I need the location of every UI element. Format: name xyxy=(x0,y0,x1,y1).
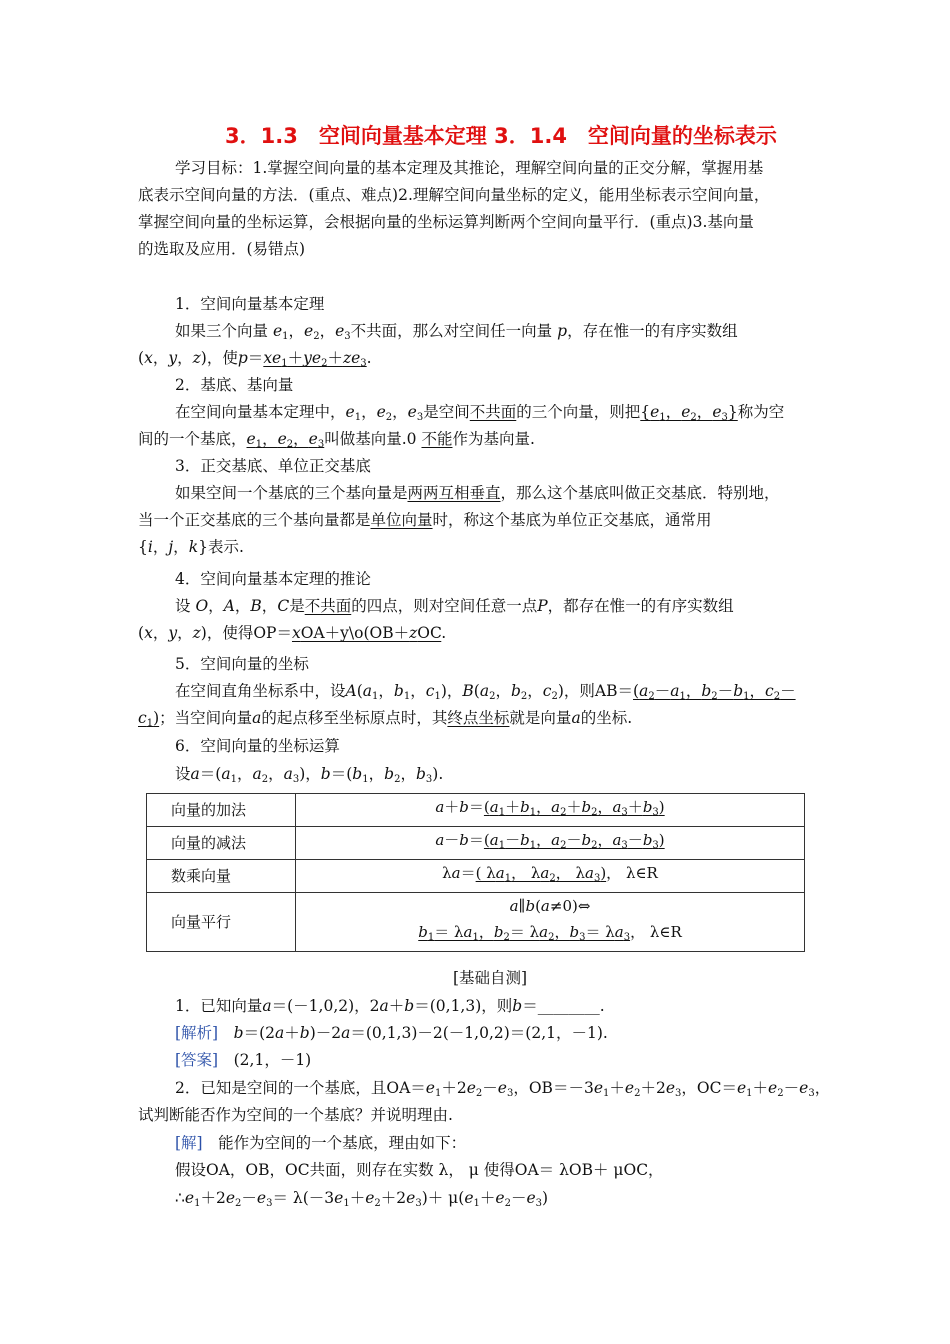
section-4-text-1: 设 O，A，B，C是不共面的四点，则对空间任意一点P，都存在惟一的有序实数组 xyxy=(175,597,734,615)
section-2-text-1: 在空间向量基本定理中，$e_1$，$e_2$，$e_3$是空间不共面的三个向量，则把{$e_1$，$e_2$，$e_3$}称为空 xyxy=(175,403,785,423)
coordinate-operations-table xyxy=(146,793,805,952)
table-row xyxy=(147,860,805,893)
table-row xyxy=(147,893,805,952)
section-3-heading: 3．正交基底、单位正交基底 xyxy=(175,457,371,475)
question-2-solution: [解] 能作为空间的一个基底，理由如下： xyxy=(175,1134,467,1152)
section-1-heading: 1．空间向量基本定理 xyxy=(175,295,325,313)
question-2-line-2: 试判断能否作为空间的一个基底？并说明理由. xyxy=(138,1106,453,1124)
section-3-text-2: 当一个正交基底的三个基向量都是单位向量时，称这个基底为单位正交基底，通常用 xyxy=(138,511,712,529)
section-5-heading: 5．空间向量的坐标 xyxy=(175,655,309,673)
section-2-heading: 2．基底、基向量 xyxy=(175,376,294,394)
question-1: 1．已知向量a＝(－1,0,2)，2a＋b＝(0,1,3)，则b＝________. xyxy=(175,997,605,1015)
question-1-analysis: [解析] b＝(2a＋b)－2a＝(0,1,3)－2(－1,0,2)＝(2,1，－1). xyxy=(175,1024,608,1042)
section-1-text-1: 如果三个向量 $e_1$，$e_2$，$e_3$不共面，那么对空间任一向量 p，存在惟一的有序实数组 xyxy=(175,322,738,342)
question-1-answer: [答案] (2,1，－1) xyxy=(175,1051,312,1069)
question-2-equation: $\therefore e_1+2e_2-e_3= \lambda(-3e_1+e_2+2e_3)+ \mu(e_1+e_2-e_3)$ xyxy=(175,1189,549,1209)
table-cell-formula: λa＝( $\lambda a_1$， $\lambda a_2$， $\lambda a_3$)， λ∈R xyxy=(296,860,805,893)
table-cell-label: 向量的减法 xyxy=(147,827,296,860)
objectives-line-4: 的选取及应用．(易错点) xyxy=(138,240,306,258)
section-3-text-1: 如果空间一个基底的三个基向量是两两互相垂直，那么这个基底叫做正交基底．特别地， xyxy=(175,484,780,502)
section-4-text-2: (x，y，z)，使得OP＝xOA＋y\o(OB＋zOC. xyxy=(138,624,447,642)
objectives-line-2: 底表示空间向量的方法．(重点、难点)2.理解空间向量坐标的定义，能用坐标表示空间向量， xyxy=(138,186,770,204)
question-2-assumption: 假设OA，OB，OC共面，则存在实数 λ， μ 使得OA＝ λOB＋ μOC， xyxy=(175,1161,664,1179)
self-test-heading: [基础自测] xyxy=(453,969,528,987)
table-cell-formula: $a-b=(a_1-b_1$，$a_2-b_2$，$a_3-b_3$) xyxy=(296,827,805,860)
table-cell-formula: a∥b(a≠0)⇔ $b_1= \lambda a_1$，$b_2= \lambda a_2$，$b_3= \lambda a_3$， λ∈R xyxy=(296,893,805,952)
section-2-text-2: 间的一个基底，$e_1$，$e_2$，$e_3$叫做基向量.0 不能作为基向量. xyxy=(138,430,535,450)
table-cell-label: 向量的加法 xyxy=(147,794,296,827)
objectives-line-1: 学习目标：1.掌握空间向量的基本定理及其推论，理解空间向量的正交分解，掌握用基 xyxy=(175,159,764,177)
question-2-line-1: 2．已知是空间的一个基底，且$OA=e_1+2e_2-e_3$，$OB=-3e_1+e_2+2e_3$，$OC=e_1+e_2-e_3$， xyxy=(175,1079,831,1099)
section-3-text-3: {i，j，k}表示. xyxy=(138,538,244,556)
table-cell-label: 向量平行 xyxy=(147,893,296,952)
objectives-line-3: 掌握空间向量的坐标运算，会根据向量的坐标运算判断两个空间向量平行．(重点)3.基向量 xyxy=(138,213,754,231)
table-row xyxy=(147,827,805,860)
page-title: 3．1.3 空间向量基本定理 3．1.4 空间向量的坐标表示 xyxy=(225,124,777,148)
section-5-text-1: 在空间直角坐标系中，设$A(a_1$，$b_1$，$c_1$)，$B(a_2$，$b_2$，$c_2$)，则$AB=(a_2-a_1$，$b_2-b_1$，$c_2-$ xyxy=(175,682,796,702)
section-6-heading: 6．空间向量的坐标运算 xyxy=(175,737,340,755)
section-1-text-2: (x，y，z)，使$p=xe_1+ye_2+ze_3$. xyxy=(138,349,372,369)
table-cell-formula: $a+b=(a_1+b_1$，$a_2+b_2$，$a_3+b_3$) xyxy=(296,794,805,827)
table-cell-label: 数乘向量 xyxy=(147,860,296,893)
section-6-text-1: 设$a=(a_1$，$a_2$，$a_3$)，$b=(b_1$，$b_2$，$b_3$). xyxy=(175,765,444,785)
section-5-text-2: $c_1$)；当空间向量a的起点移至坐标原点时，其终点坐标就是向量a的坐标. xyxy=(138,709,633,729)
table-row xyxy=(147,794,805,827)
section-4-heading: 4．空间向量基本定理的推论 xyxy=(175,570,371,588)
